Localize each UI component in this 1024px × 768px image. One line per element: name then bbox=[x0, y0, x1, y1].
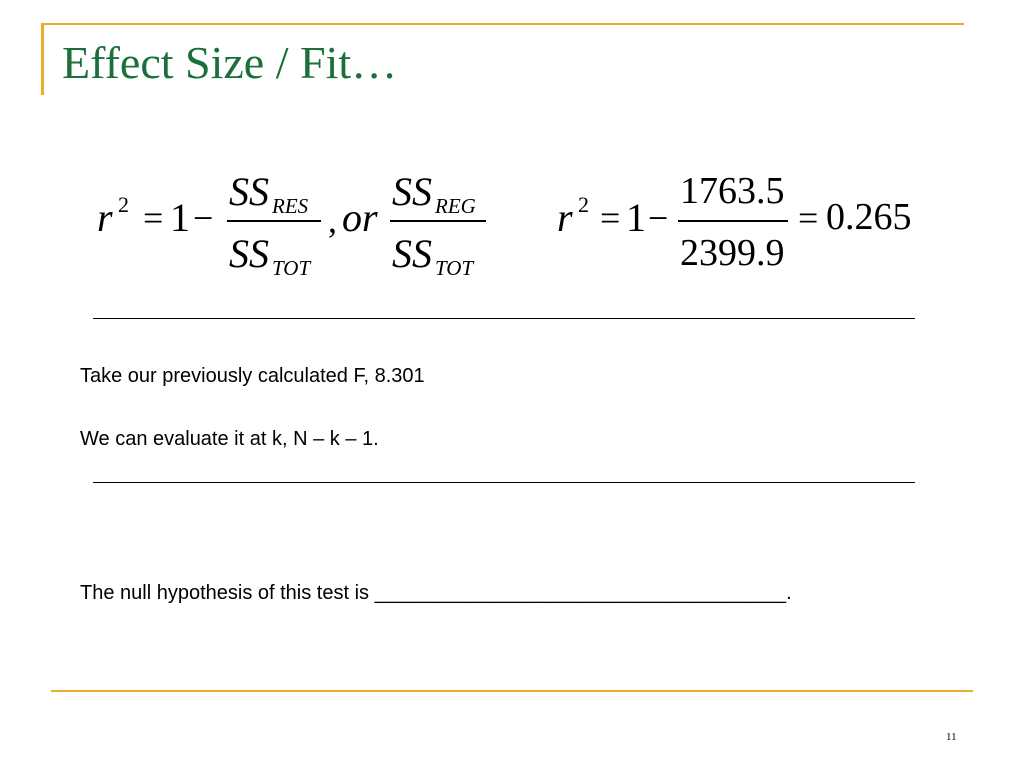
one: 1 bbox=[170, 195, 190, 240]
tot-subscript: TOT bbox=[272, 256, 311, 280]
slide-frame-top-rule bbox=[41, 23, 964, 25]
ss-res-numerator: SS bbox=[229, 169, 269, 214]
denominator-value: 2399.9 bbox=[680, 232, 785, 274]
fraction-bar-reg bbox=[390, 220, 486, 222]
evaluate-text: We can evaluate it at k, N – k – 1. bbox=[80, 428, 379, 450]
r-symbol: r bbox=[97, 195, 113, 240]
null-hypothesis-text: The null hypothesis of this test is _____________________________________. bbox=[80, 582, 792, 604]
equals-sign-3: = bbox=[798, 198, 819, 238]
slide-frame-left-rule bbox=[41, 23, 44, 95]
equals-sign: = bbox=[143, 198, 164, 238]
squared-exponent-2: 2 bbox=[578, 192, 589, 217]
slide-title: Effect Size / Fit… bbox=[62, 37, 398, 88]
minus-sign-2: − bbox=[648, 198, 669, 238]
minus-sign: − bbox=[193, 198, 214, 238]
ss-reg-numerator: SS bbox=[392, 169, 432, 214]
res-subscript: RES bbox=[272, 194, 309, 218]
or-word: or bbox=[342, 195, 378, 240]
fraction-bar-res bbox=[227, 220, 321, 222]
squared-exponent: 2 bbox=[118, 192, 129, 217]
reg-subscript: REG bbox=[435, 194, 476, 218]
fraction-bar-values bbox=[678, 220, 788, 222]
equals-sign-2: = bbox=[600, 198, 621, 238]
f-statistic-text: Take our previously calculated F, 8.301 bbox=[80, 365, 425, 387]
footer-rule bbox=[51, 690, 973, 692]
blank-answer-line-2 bbox=[93, 482, 915, 483]
comma: , bbox=[328, 200, 337, 240]
ss-tot-denominator-2: SS bbox=[392, 231, 432, 276]
numerator-value: 1763.5 bbox=[680, 170, 785, 212]
ss-tot-denominator: SS bbox=[229, 231, 269, 276]
r-symbol-2: r bbox=[557, 195, 573, 240]
page-number: 11 bbox=[946, 731, 957, 743]
one-2: 1 bbox=[626, 195, 646, 240]
tot-subscript-2: TOT bbox=[435, 256, 474, 280]
blank-answer-line-1 bbox=[93, 318, 915, 319]
result-value: 0.265 bbox=[826, 196, 912, 238]
